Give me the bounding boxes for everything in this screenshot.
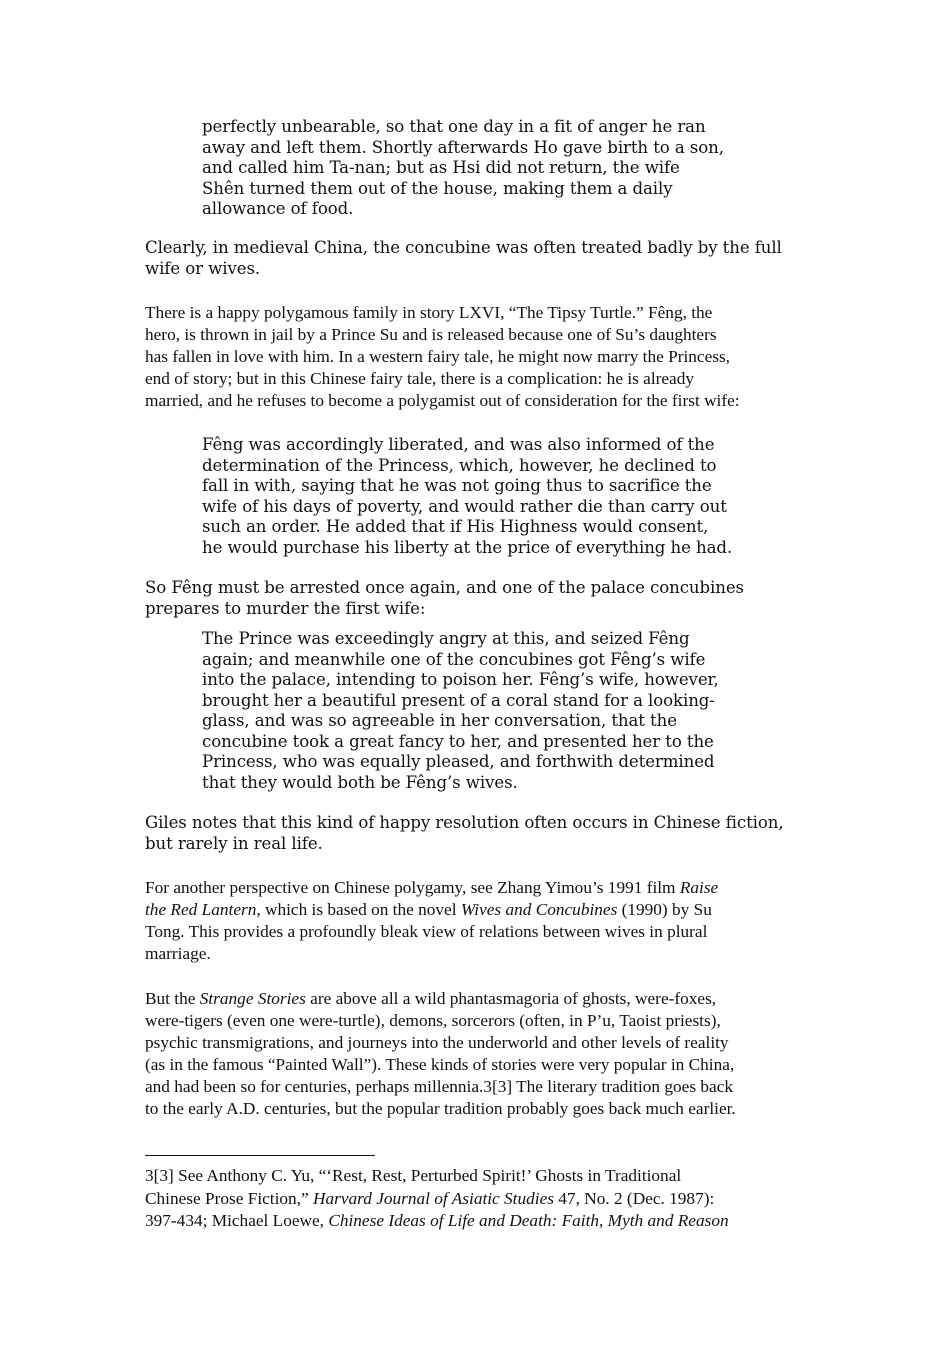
film-title: the Red Lantern	[145, 900, 257, 919]
paragraph-line: but rarely in real life.	[145, 833, 323, 853]
text-run: For another perspective on Chinese polygamy, see Zhang Yimou’s 1991 film	[145, 878, 680, 897]
text-run: are above all a wild phantasmagoria of ghosts, were-foxes,	[305, 989, 717, 1008]
paragraph-line: (as in the famous “Painted Wall”). These kinds of stories were very popular in China,	[145, 1055, 735, 1074]
paragraph-line: hero, is thrown in jail by a Prince Su and is released because one of Su’s daughters	[145, 325, 717, 344]
paragraph-line: wife or wives.	[145, 258, 261, 278]
text-run: Chinese Prose Fiction,”	[145, 1188, 313, 1208]
quote-line: away and left them. Shortly afterwards Ho gave birth to a son,	[202, 137, 724, 157]
paragraph-line: has fallen in love with him. In a western fairy tale, he might now marry the Princess,	[145, 347, 731, 366]
book-title: Strange Stories	[199, 989, 306, 1008]
paragraph-line: prepares to murder the first wife:	[145, 598, 426, 618]
paragraph-red-lantern	[145, 877, 718, 965]
film-title: Raise	[679, 878, 719, 897]
quote-line: wife of his days of poverty, and would rather die than carry out	[202, 496, 727, 516]
paragraph-line: end of story; but in this Chinese fairy tale, there is a complication: he is already	[145, 369, 695, 388]
paragraph-line	[145, 877, 718, 899]
journal-title: Harvard Journal of Asiatic Studies	[313, 1188, 554, 1208]
paragraph-line: There is a happy polygamous family in story LXVI, “The Tipsy Turtle.” Fêng, the	[145, 303, 713, 322]
footnote	[145, 1165, 729, 1233]
paragraph-line: Clearly, in medieval China, the concubine was often treated badly by the full	[145, 238, 782, 257]
paragraph-giles-notes	[145, 813, 784, 854]
quote-line: concubine took a great fancy to her, and presented her to the	[202, 731, 714, 751]
quote-line: glass, and was so agreeable in her conversation, that the	[202, 711, 677, 730]
footnote-line	[145, 1188, 729, 1211]
paragraph-line: were-tigers (even one were-turtle), demons, sorcerors (often, in P’u, Taoist priests),	[145, 1011, 721, 1030]
quote-line: fall in with, saying that he was not going thus to sacrifice the	[202, 476, 712, 495]
paragraph-feng-arrested	[145, 578, 744, 619]
block-quote-1	[202, 117, 724, 220]
paragraph-line: to the early A.D. centuries, but the popular tradition probably goes back much earlier.	[145, 1099, 736, 1118]
quote-line: and called him Ta-nan; but as Hsi did not return, the wife	[202, 158, 680, 177]
paragraph-concubine-treatment	[145, 238, 782, 279]
quote-line: determination of the Princess, which, however, he declined to	[202, 455, 717, 475]
footnote-line	[145, 1210, 729, 1233]
paragraph-line: Tong. This provides a profoundly bleak view of relations between wives in plural	[145, 922, 708, 941]
quote-line: Princess, who was equally pleased, and forthwith determined	[202, 752, 715, 771]
block-quote-3	[202, 629, 719, 793]
text-run: , which is based on the novel	[256, 900, 461, 919]
paragraph-line: marriage.	[145, 944, 211, 963]
text-run: But the	[145, 989, 200, 1008]
quote-line: allowance of food.	[202, 199, 354, 218]
footnote-line: 3[3] See Anthony C. Yu, “‘Rest, Rest, Perturbed Spirit!’ Ghosts in Traditional	[145, 1166, 682, 1185]
text-run: 397-434; Michael Loewe,	[145, 1211, 329, 1230]
quote-line: into the palace, intending to poison her. Fêng’s wife, however,	[202, 670, 719, 689]
quote-line: perfectly unbearable, so that one day in a fit of anger he ran	[202, 117, 706, 136]
quote-line: again; and meanwhile one of the concubines got Fêng’s wife	[202, 649, 706, 669]
novel-title: Wives and Concubines	[460, 900, 618, 919]
quote-line: that they would both be Fêng’s wives.	[202, 772, 518, 792]
paragraph-line	[145, 899, 718, 921]
footnote-separator	[145, 1155, 375, 1156]
paragraph-tipsy-turtle	[145, 302, 740, 412]
quote-line: brought her a beautiful present of a coral stand for a looking-	[202, 690, 715, 710]
paragraph-line: So Fêng must be arrested once again, and one of the palace concubines	[145, 578, 744, 597]
text-run: (1990) by Su	[617, 900, 712, 919]
quote-line: such an order. He added that if His Highness would consent,	[202, 517, 709, 536]
paragraph-line: and had been so for centuries, perhaps millennia.3[3] The literary tradition goes back	[145, 1077, 734, 1096]
book-title: Chinese Ideas of Life and Death: Faith, Myth and Reason	[328, 1211, 729, 1230]
paragraph-line: psychic transmigrations, and journeys into the underworld and other levels of reality	[145, 1033, 729, 1052]
block-quote-2	[202, 435, 732, 558]
paragraph-line	[145, 988, 736, 1010]
paragraph-line: Giles notes that this kind of happy resolution often occurs in Chinese fiction,	[145, 813, 784, 832]
paragraph-strange-stories	[145, 988, 736, 1120]
paragraph-line: married, and he refuses to become a polygamist out of consideration for the first wife:	[145, 391, 740, 410]
quote-line: he would purchase his liberty at the price of everything he had.	[202, 537, 733, 557]
quote-line: The Prince was exceedingly angry at this, and seized Fêng	[202, 629, 690, 648]
quote-line: Shên turned them out of the house, making them a daily	[202, 178, 673, 198]
quote-line: Fêng was accordingly liberated, and was also informed of the	[202, 435, 715, 454]
text-run: 47, No. 2 (Dec. 1987):	[553, 1188, 715, 1208]
